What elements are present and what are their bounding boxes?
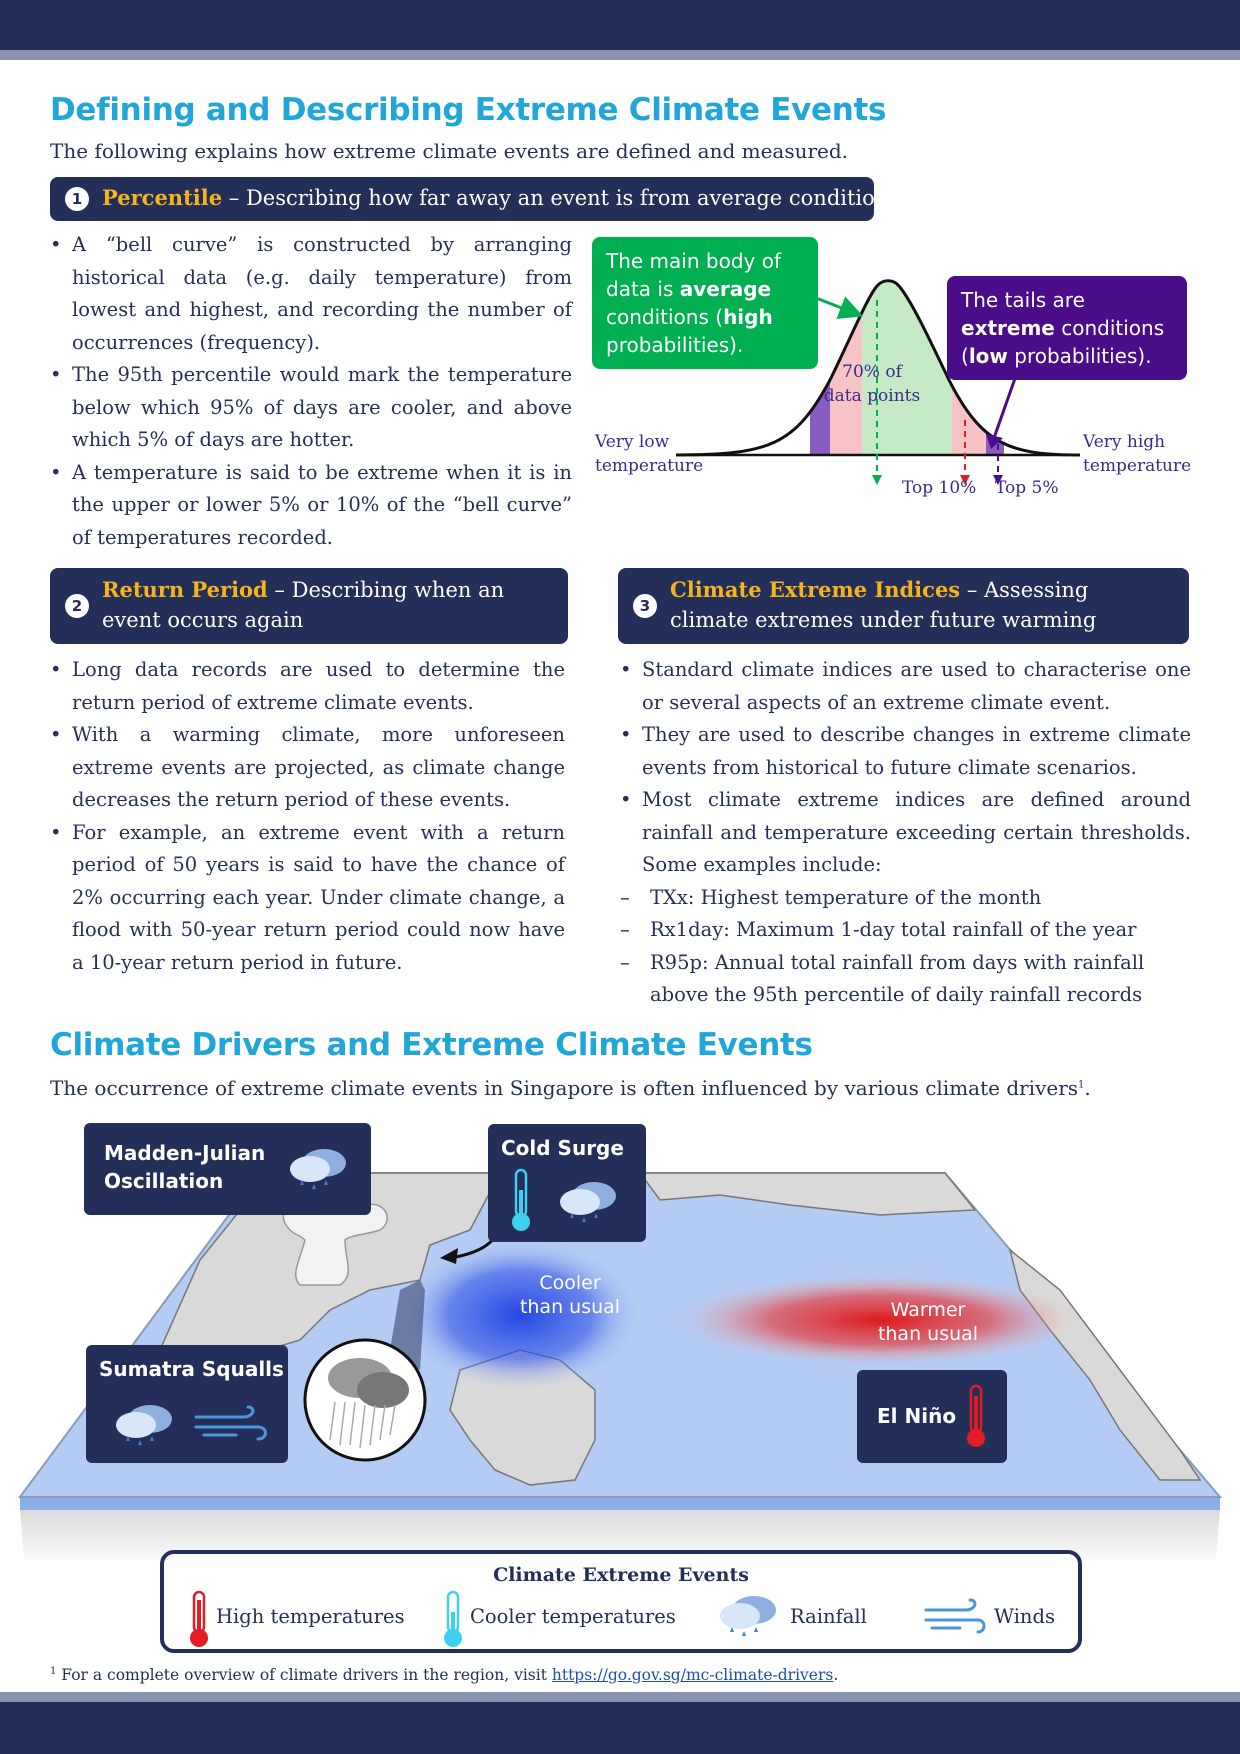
indices-description: – Assessing [960, 578, 1089, 602]
list-item: – R95p: Annual total rainfall from days with rainfall above the 95th percentile of daily rainfall records [620, 947, 1191, 1012]
center-70-region [862, 230, 952, 460]
list-item: • Most climate extreme indices are defined around rainfall and temperature exceeding certain thresholds. Some examples include: [620, 784, 1191, 882]
rain-cloud-icon [554, 1178, 624, 1228]
cyan-thermometer-icon [510, 1168, 532, 1234]
footnote: $^1$ For a complete overview of climate drivers in the region, visit https://go.gov.sg/mc-climate-drivers. [50, 1665, 839, 1684]
return-period-header: 2 Return Period – Describing when an event occurs again [50, 568, 568, 644]
red-thermometer-icon [188, 1590, 210, 1650]
rain-cloud-icon [714, 1592, 784, 1642]
climate-drivers-link[interactable]: https://go.gov.sg/mc-climate-drivers [551, 1666, 834, 1684]
bottom-stripe [0, 1692, 1240, 1702]
list-item: – TXx: Highest temperature of the month [620, 882, 1191, 915]
sumatra-squalls-box: Sumatra Squalls [86, 1345, 288, 1463]
very-high-label: Very high temperature [1083, 432, 1192, 476]
climate-events-legend [160, 1550, 1082, 1653]
bottom-banner [0, 1702, 1240, 1754]
list-item: • They are used to describe changes in extreme climate events from historical to future climate scenarios. [620, 719, 1191, 784]
top10-label: Top 10% [902, 478, 977, 498]
indices-examples [620, 882, 1191, 1012]
list-item: • For example, an extreme event with a return period of 50 years is said to have the chance of 2% occurring each year. Under climate change, a flood with 50-year return period could now have a 10-year return period in future. [50, 817, 565, 980]
percentile-bullets [50, 229, 572, 554]
top-banner [0, 0, 1240, 50]
warmer-than-usual-label: Warmer than usual [877, 1299, 979, 1345]
list-item: • A “bell curve” is constructed by arranging historical data (e.g. daily temperature) from lowest and highest, and recording the number of occurrences (frequency). [50, 229, 572, 359]
cold-surge-box: Cold Surge [488, 1124, 646, 1242]
list-item: – Rx1day: Maximum 1-day total rainfall of the year [620, 914, 1191, 947]
main-body-callout: The main body of data is average conditions (high probabilities). [592, 237, 818, 369]
section-intro-drivers: The occurrence of extreme climate events in Singapore is often influenced by various climate drivers$^1$. [50, 1076, 1091, 1100]
wind-icon [922, 1598, 986, 1638]
percentile-heading: Percentile [102, 185, 223, 210]
tails-callout: The tails are extreme conditions (low probabilities). [947, 276, 1187, 380]
indices-heading: Climate Extreme Indices [670, 577, 961, 602]
cooler-than-usual-label: Cooler than usual [519, 1272, 621, 1318]
rain-cloud-icon [110, 1401, 180, 1451]
center-percent-label: 70% of data points [823, 362, 921, 406]
list-item: • Standard climate indices are used to characterise one or several aspects of an extreme climate event. [620, 654, 1191, 719]
legend-item-winds: Winds [994, 1605, 1055, 1628]
percentile-description: – Describing how far away an event is from average conditions [222, 186, 900, 210]
legend-item-high-temperatures: High temperatures [216, 1605, 405, 1628]
return-period-bullets [50, 654, 565, 979]
top-stripe [0, 50, 1240, 60]
list-item: • A temperature is said to be extreme when it is in the upper or lower 5% or 10% of the “bell curve” of temperatures recorded. [50, 457, 572, 555]
top5-label: Top 5% [995, 478, 1059, 498]
section-intro-defining: The following explains how extreme climate events are defined and measured. [50, 139, 849, 163]
list-item: • With a warming climate, more unforeseen extreme events are projected, as climate change decreases the return period of these events. [50, 719, 565, 817]
rain-cloud-icon [284, 1145, 354, 1195]
mjo-box: Madden-Julian Oscillation [84, 1123, 371, 1215]
return-period-heading: Return Period [102, 577, 268, 602]
indices-header: 3 Climate Extreme Indices – Assessing climate extremes under future warming [618, 568, 1189, 644]
list-item: • The 95th percentile would mark the temperature below which 95% of days are cooler, and above which 5% of days are hotter. [50, 359, 572, 457]
very-low-label: Very low temperature [595, 432, 704, 476]
indices-bullets [620, 654, 1191, 1012]
percentile-header [50, 177, 900, 221]
number-badge-2: 2 [65, 594, 89, 618]
red-thermometer-icon [965, 1384, 987, 1450]
section-title-defining: Defining and Describing Extreme Climate Events [50, 92, 887, 128]
main-body-arrow [816, 298, 852, 312]
legend-item-cooler-temperatures: Cooler temperatures [470, 1605, 676, 1628]
return-period-description: – Describing when an [267, 578, 505, 602]
cyan-thermometer-icon [442, 1590, 464, 1650]
map-edge [20, 1497, 1220, 1510]
number-badge-3: 3 [633, 594, 657, 618]
number-badge-1: 1 [65, 187, 89, 211]
legend-item-rainfall: Rainfall [790, 1605, 867, 1628]
legend-title: Climate Extreme Events [493, 1564, 749, 1586]
list-item: • Long data records are used to determine the return period of extreme climate events. [50, 654, 565, 719]
wind-icon [192, 1405, 268, 1445]
el-nino-box: El Niño [857, 1370, 1007, 1463]
section-title-drivers: Climate Drivers and Extreme Climate Events [50, 1027, 813, 1063]
